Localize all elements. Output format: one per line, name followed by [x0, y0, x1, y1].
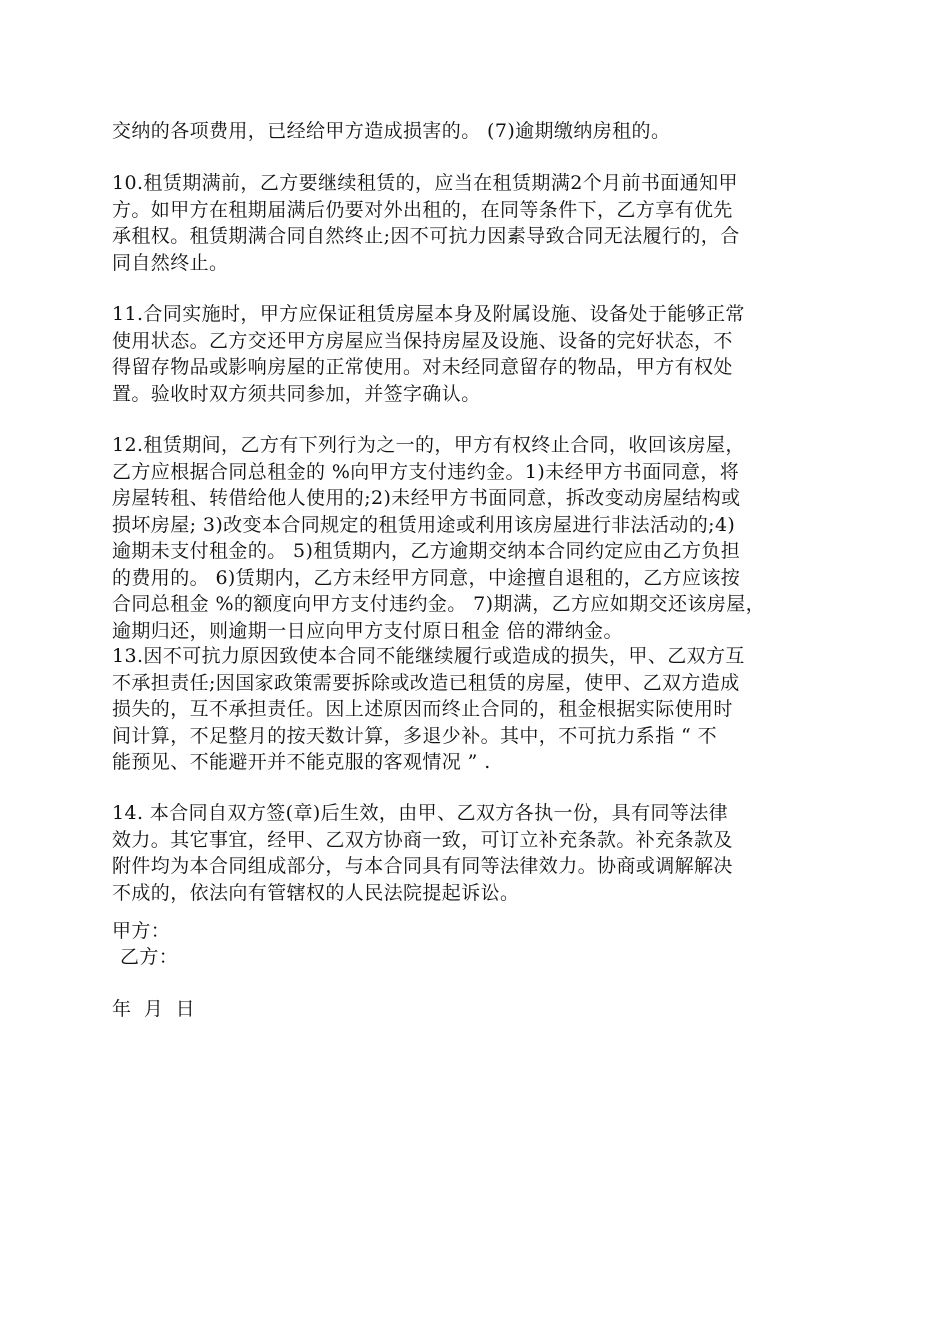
- text-line: 效力。其它事宜，经甲、乙双方协商一致，可订立补充条款。补充条款及: [112, 828, 733, 851]
- text-line: 方。如甲方在租期届满后仍要对外出租的，在同等条件下，乙方享有优先: [112, 198, 733, 221]
- text-line: 逾期未支付租金的。 5)租赁期内，乙方逾期交纳本合同约定应由乙方负担: [112, 540, 741, 562]
- text-line: 附件均为本合同组成部分，与本合同具有同等法律效力。协商或调解解决: [112, 855, 733, 877]
- clause-12: [112, 432, 854, 644]
- signature-date: 年 月 日: [112, 998, 196, 1020]
- text-line: 得留存物品或影响房屋的正常使用。对未经同意留存的物品，甲方有权处: [112, 356, 733, 378]
- text-line: 的费用的。 6)赁期内，乙方未经甲方同意，中途擅自退租的，乙方应该按: [112, 566, 741, 589]
- party-b-signature-label: 乙方：: [120, 946, 179, 968]
- text-line: 逾期归还，则逾期一日应向甲方支付原日租金 倍的滞纳金。: [112, 619, 623, 642]
- text-line: 同自然终止。: [112, 251, 229, 274]
- text-line: 乙方应根据合同总租金的 %向甲方支付违约金。1)未经甲方书面同意，将: [112, 460, 740, 483]
- party-a-signature-label: 甲方：: [112, 920, 171, 942]
- text-line: 承租权。租赁期满合同自然终止;因不可抗力因素导致合同无法履行的，合: [112, 225, 740, 247]
- clause-10: [112, 170, 854, 276]
- text-line: 置。验收时双方须共同参加，并签字确认。: [112, 382, 481, 405]
- text-line: 合同总租金 %的额度向甲方支付违约金。 7)期满，乙方应如期交还该房屋，: [112, 593, 766, 615]
- text-line: 损坏房屋; 3)改变本合同规定的租赁用途或利用该房屋进行非法活动的;4): [112, 513, 736, 536]
- text-line: 能预见、不能避开并不能克服的客观情况 ” .: [112, 751, 491, 773]
- text-line: 损失的，互不承担责任。因上述原因而终止合同的，租金根据实际使用时: [112, 698, 733, 720]
- text-line: 14. 本合同自双方签(章)后生效，由甲、乙双方各执一份，具有同等法律: [112, 802, 729, 824]
- paragraph-continuation: [112, 118, 854, 145]
- text-line: 间计算，不足整月的按天数计算，多退少补。其中，不可抗力系指 “ 不: [112, 724, 717, 747]
- clause-11: [112, 301, 854, 407]
- text-line: 不成的，依法向有管辖权的人民法院提起诉讼。: [112, 881, 520, 904]
- text-line: 交纳的各项费用，已经给甲方造成损害的。 (7)逾期缴纳房租的。: [112, 120, 671, 142]
- text-line: 10.租赁期满前，乙方要继续租赁的，应当在租赁期满2个月前书面通知甲: [112, 172, 738, 194]
- text-line: 不承担责任;因国家政策需要拆除或改造已租赁的房屋，使甲、乙双方造成: [112, 671, 740, 694]
- text-line: 13.因不可抗力原因致使本合同不能继续履行或造成的损失，甲、乙双方互: [112, 645, 745, 667]
- clause-14: [112, 800, 854, 906]
- text-line: 12.租赁期间，乙方有下列行为之一的，甲方有权终止合同，收回该房屋，: [112, 434, 745, 456]
- text-line: 使用状态。乙方交还甲方房屋应当保持房屋及设施、设备的完好状态，不: [112, 329, 733, 352]
- text-line: 房屋转租、转借给他人使用的;2)未经甲方书面同意，拆改变动房屋结构或: [112, 487, 741, 509]
- text-line: 11.合同实施时，甲方应保证租赁房屋本身及附属设施、设备处于能够正常: [112, 303, 745, 325]
- clause-13: [112, 643, 854, 776]
